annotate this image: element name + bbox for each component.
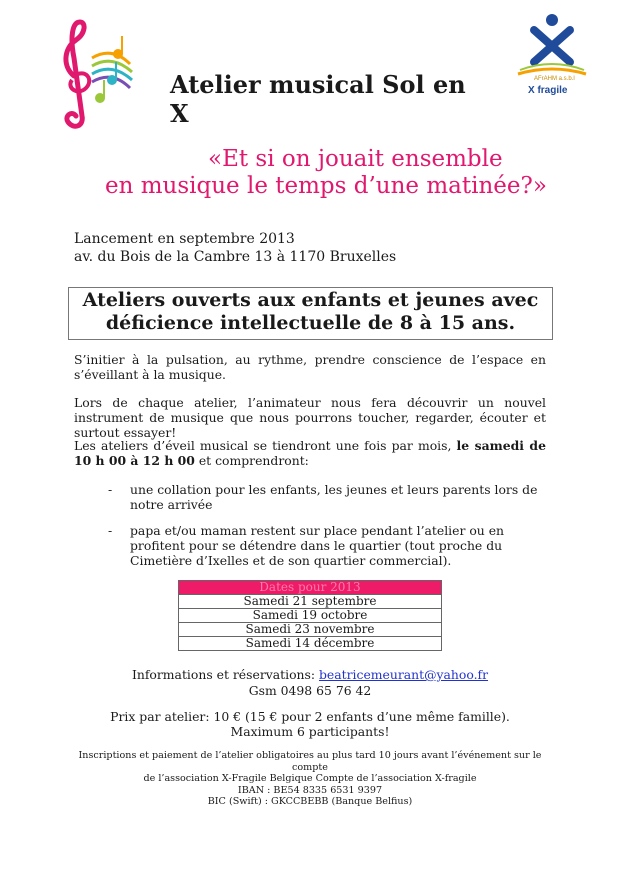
- payment-footer: [60, 750, 560, 808]
- footer-iban: IBAN : BE54 8335 6531 9397: [237, 784, 383, 796]
- price-line: Prix par atelier: 10 € (15 € pour 2 enfants d’une même famille).: [110, 709, 510, 724]
- bullet-marker: -: [108, 482, 113, 497]
- launch-address: av. du Bois de la Cambre 13 à 1170 Bruxelles: [74, 249, 397, 265]
- paragraph-instrument: Lors de chaque atelier, l’animateur nous fera découvrir un nouvel instrument de musique que nous pourrons toucher, regarder, écouter et surtout essayer!: [74, 395, 546, 440]
- footer-line1: Inscriptions et paiement de l’atelier obligatoires au plus tard 10 jours avant l’événement sur le compte: [78, 750, 542, 773]
- table-cell: Samedi 19 octobre: [179, 609, 442, 623]
- contact-info: [74, 667, 546, 699]
- headline-line2: déficience intellectuelle de 8 à 15 ans.: [105, 312, 516, 334]
- headline-box: [68, 287, 553, 340]
- list-item: [108, 523, 546, 568]
- launch-date: Lancement en septembre 2013: [74, 231, 295, 247]
- schedule-intro: Les ateliers d’éveil musical se tiendront une fois par mois,: [74, 438, 452, 453]
- pricing: [74, 709, 546, 739]
- x-fragile-logo: [512, 12, 590, 104]
- table-row: [179, 623, 442, 637]
- schedule-end: et comprendront:: [194, 453, 309, 468]
- logo-text: X fragile: [528, 85, 568, 96]
- table-header-row: [179, 581, 442, 595]
- logo-small-text: AFrAHM a.s.b.l: [534, 76, 575, 82]
- tagline-line2: en musique le temps d’une matinée?»: [105, 173, 547, 199]
- tagline: [60, 146, 580, 200]
- dates-table: [178, 580, 442, 651]
- max-participants: Maximum 6 participants!: [230, 724, 390, 739]
- schedule-time: le samedi de 10 h 00 à 12 h 00: [74, 438, 546, 468]
- x-figure-icon: [512, 12, 590, 82]
- bullet-marker: -: [108, 523, 113, 538]
- music-notes-logo: [52, 18, 138, 134]
- bullet-text: une collation pour les enfants, les jeunes et leurs parents lors de notre arrivée: [130, 482, 538, 512]
- tagline-line1: «Et si on jouait ensemble: [208, 146, 503, 172]
- bullet-list: [108, 482, 546, 568]
- email-link[interactable]: beatricemeurant@yahoo.fr: [319, 667, 489, 682]
- table-header: Dates pour 2013: [179, 581, 442, 595]
- list-item: [108, 482, 546, 512]
- contact-label: Informations et réservations:: [131, 667, 319, 682]
- phone-number: Gsm 0498 65 76 42: [248, 683, 372, 698]
- table-row: [179, 637, 442, 651]
- table-cell: Samedi 21 septembre: [179, 595, 442, 609]
- table-row: [179, 595, 442, 609]
- table-cell: Samedi 14 décembre: [179, 637, 442, 651]
- footer-bic: BIC (Swift) : GKCCBEBB (Banque Belfius): [207, 796, 413, 807]
- bullet-text: papa et/ou maman restent sur place pendant l’atelier ou en profitent pour se détendre dans le quartier (tout proche du Cimetière d’Ixelles et de son quartier commercial).: [130, 523, 505, 568]
- headline-line1: Ateliers ouverts aux enfants et jeunes avec: [82, 289, 539, 311]
- table-row: [179, 609, 442, 623]
- launch-info: [74, 230, 396, 266]
- table-cell: Samedi 23 novembre: [179, 623, 442, 637]
- paragraph-intro: S’initier à la pulsation, au rythme, prendre conscience de l’espace en s’éveillant à la musique.: [74, 352, 546, 382]
- page-title: Atelier musical Sol en X: [170, 70, 466, 128]
- footer-line2: de l’association X-Fragile Belgique Compte de l’association X-fragile: [143, 773, 477, 784]
- paragraph-schedule: [74, 438, 546, 468]
